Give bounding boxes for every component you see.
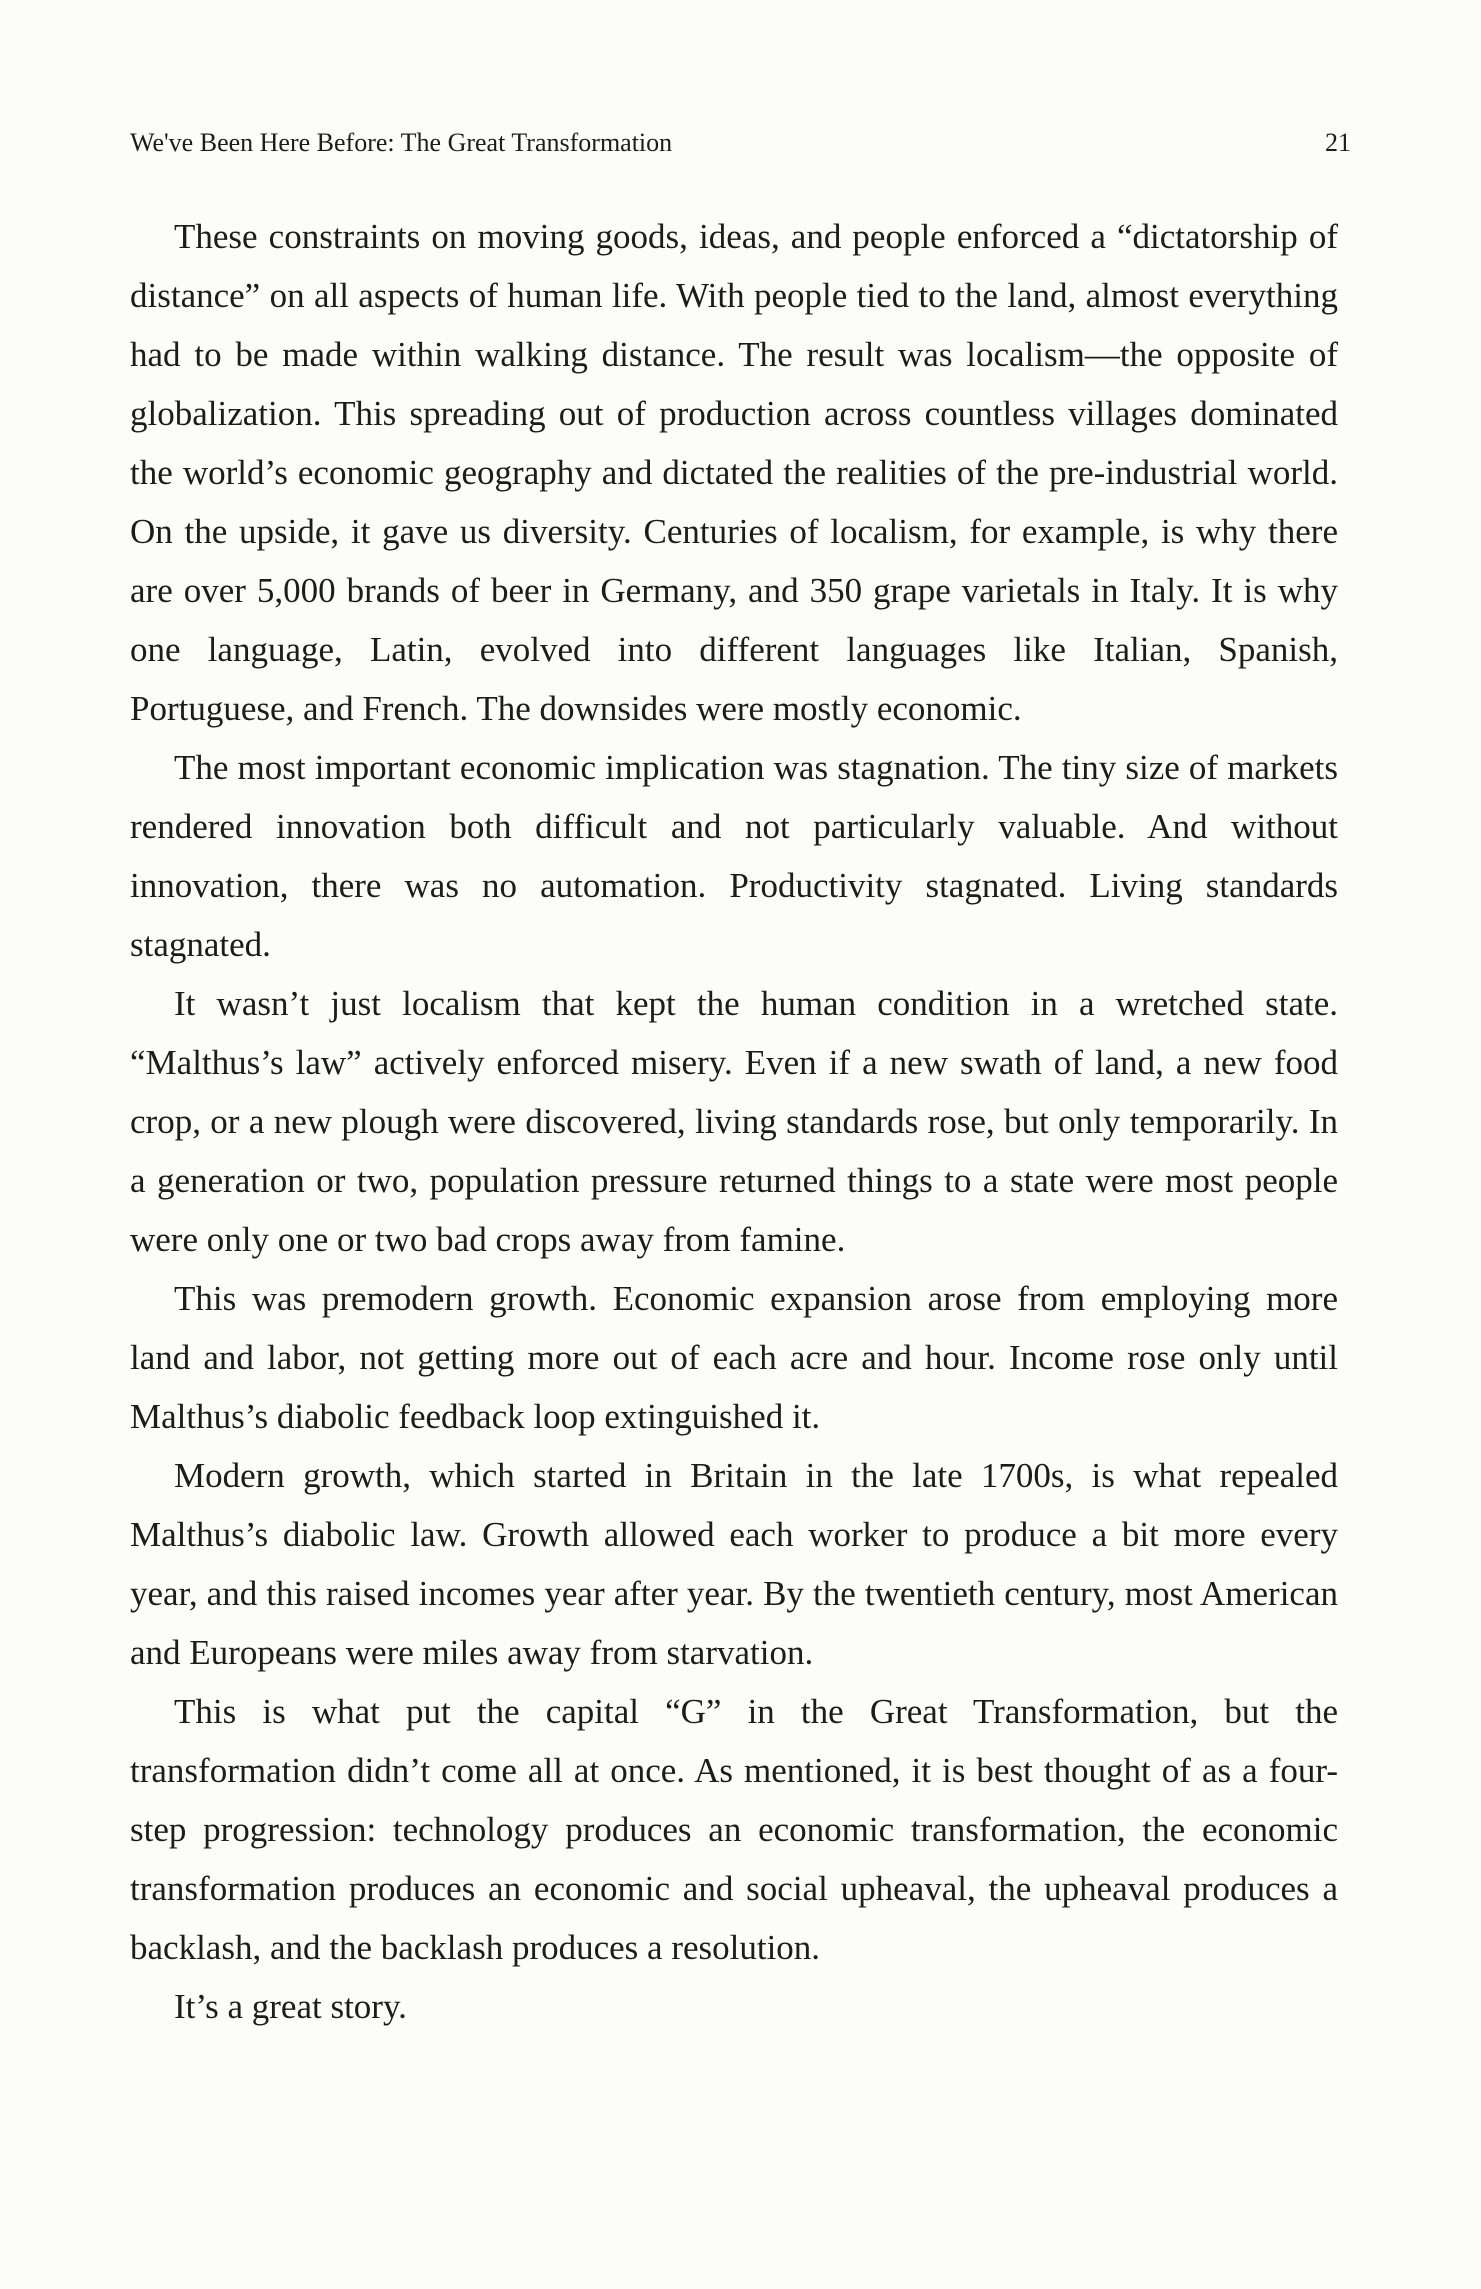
paragraph: The most important economic implication was stagnation. The tiny size of markets rendered innovation both difficult and not particularly valuable. And without innovation, there was no automation. Productivity stagnated. Living standards stagnated. [130, 748, 1338, 964]
paragraph: It’s a great story. [174, 1987, 407, 2026]
paragraph: It wasn’t just localism that kept the human condition in a wretched state. “Malthus’s law” actively enforced misery. Even if a new swath of land, a new food crop, or a new plough were discovered, living standards rose, but only temporarily. In a generation or two, population pressure returned things to a state were most people were only one or two bad crops away from famine. [130, 984, 1338, 1259]
paragraph: This is what put the capital “G” in the Great Transformation, but the transformation didn’t come all at once. As mentioned, it is best thought of as a four-step progression: technology produces an economic transformation, the economic transformation produces an economic and social upheaval, the upheaval produces a backlash, and the backlash produces a resolution. [130, 1692, 1338, 1967]
paragraph: Modern growth, which started in Britain in the late 1700s, is what repealed Malthus’s diabolic law. Growth allowed each worker to produce a bit more every year, and this raised incomes year after year. By the twentieth century, most American and Europeans were miles away from starvation. [130, 1456, 1338, 1672]
running-title: We've Been Here Before: The Great Transformation [130, 128, 673, 157]
page-number: 21 [1325, 128, 1351, 157]
paragraph: These constraints on moving goods, ideas, and people enforced a “dictatorship of distance” on all aspects of human life. With people tied to the land, almost everything had to be made within walking distance. The result was localism—the opposite of globalization. This spreading out of production across countless villages dominated the world’s economic geography and dictated the realities of the pre-industrial world. On the upside, it gave us diversity. Centuries of localism, for example, is why there are over 5,000 brands of beer in Germany, and 350 grape varietals in Italy. It is why one language, Latin, evolved into different languages like Italian, Spanish, Portuguese, and French. The downsides were mostly economic. [130, 217, 1338, 728]
paragraph: This was premodern growth. Economic expansion arose from employing more land and labor, not getting more out of each acre and hour. Income rose only until Malthus’s diabolic feedback loop extinguished it. [130, 1279, 1338, 1436]
running-head [130, 125, 1351, 165]
body-text [130, 207, 1338, 2036]
